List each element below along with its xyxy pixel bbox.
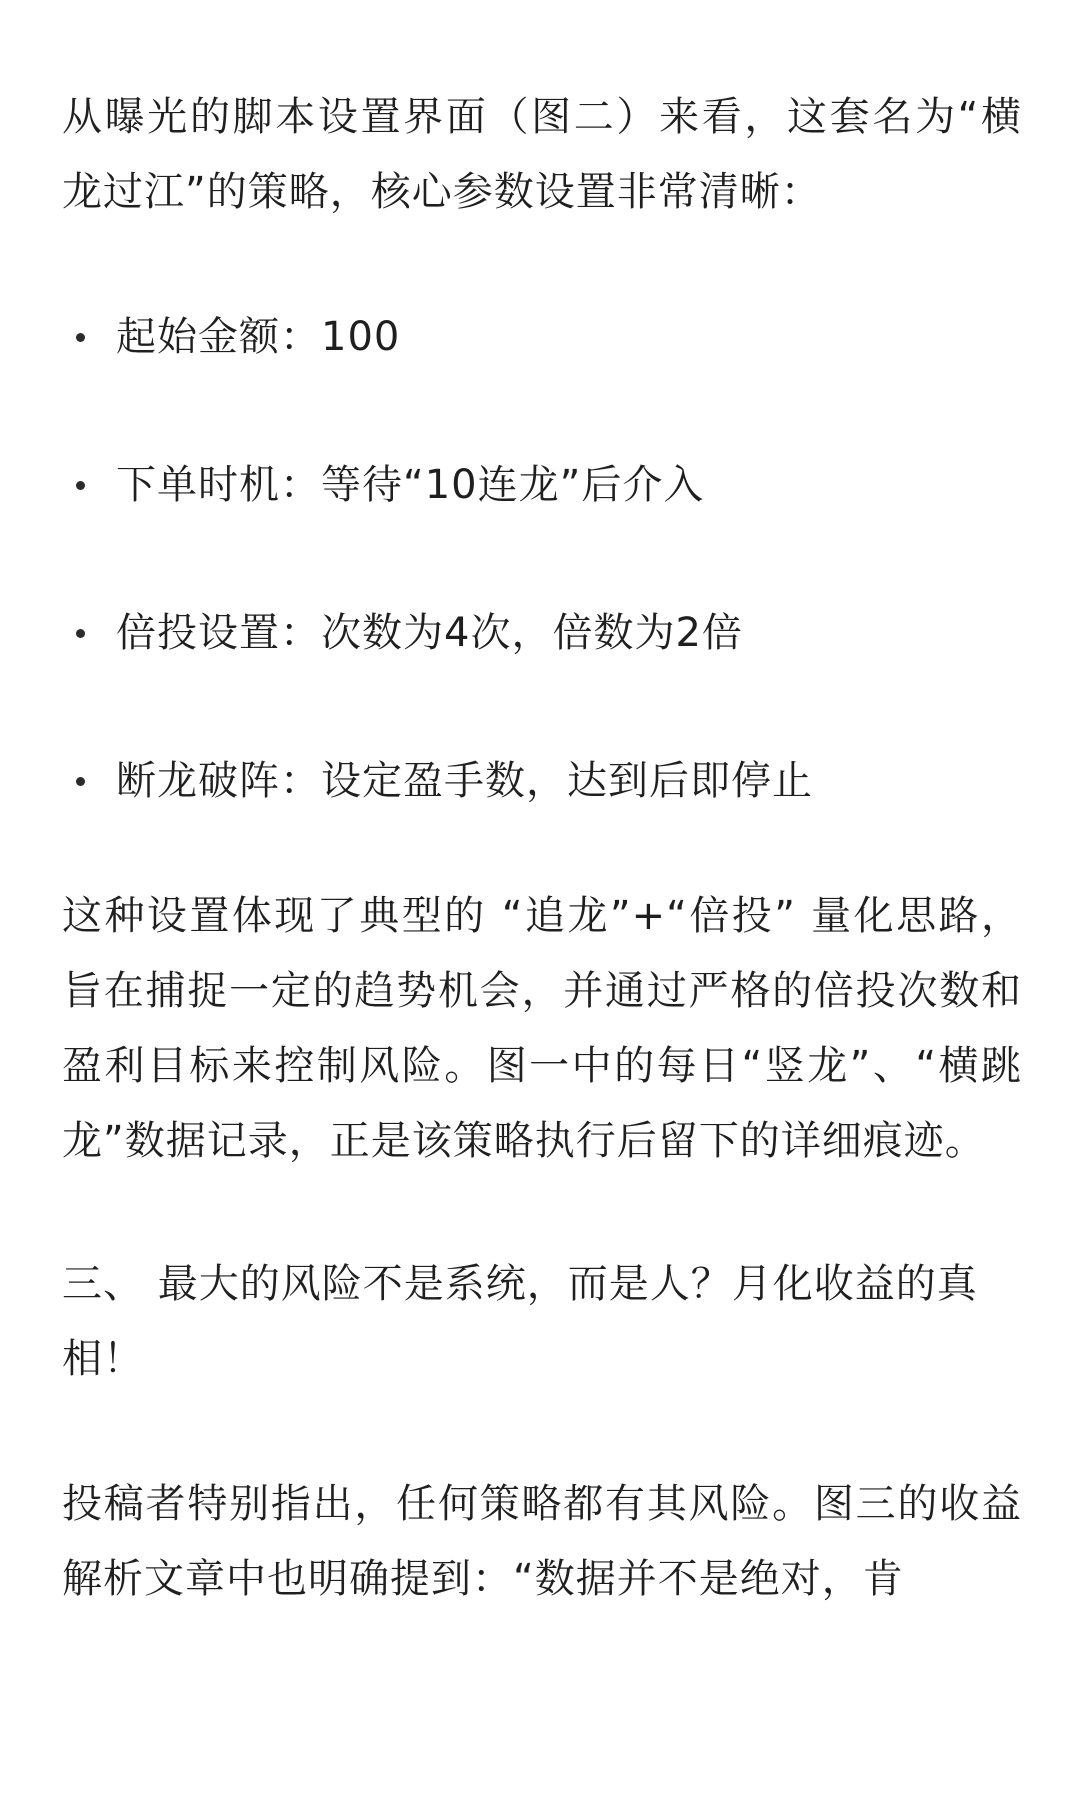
section-heading: 三、 最大的风险不是系统，而是人？月化收益的真相！ [62, 1261, 978, 1382]
article-body [62, 80, 1022, 1617]
bullet-icon [76, 333, 85, 342]
setting-stop-rule: 断龙破阵：设定盈手数，达到后即停止 [116, 758, 813, 804]
list-item [62, 448, 1022, 523]
intro-paragraph: 从曝光的脚本设置界面（图二）来看，这套名为“横龙过江”的策略，核心参数设置非常清晰： [62, 94, 1022, 215]
list-item [62, 596, 1022, 671]
closing-paragraph: 投稿者特别指出，任何策略都有其风险。图三的收益解析文章中也明确提到：“数据并不是绝对，肯 [62, 1481, 1022, 1602]
bullet-icon [76, 481, 85, 490]
bullet-icon [76, 777, 85, 786]
list-item [62, 300, 1022, 375]
analysis-paragraph: 这种设置体现了典型的 “追龙”+“倍投” 量化思路，旨在捕捉一定的趋势机会，并通过严格的倍投次数和盈利目标来控制风险。图一中的每日“竖龙”、“横跳龙”数据记录，正是该策略执行后留下的详细痕迹。 [62, 893, 1022, 1164]
bullet-icon [76, 629, 85, 638]
list-item [62, 744, 1022, 819]
setting-start-amount: 起始金额：100 [116, 314, 401, 360]
setting-order-timing: 下单时机：等待“10连龙”后介入 [116, 462, 705, 508]
setting-multiplier: 倍投设置：次数为4次，倍数为2倍 [116, 610, 743, 656]
settings-list [62, 300, 1022, 819]
